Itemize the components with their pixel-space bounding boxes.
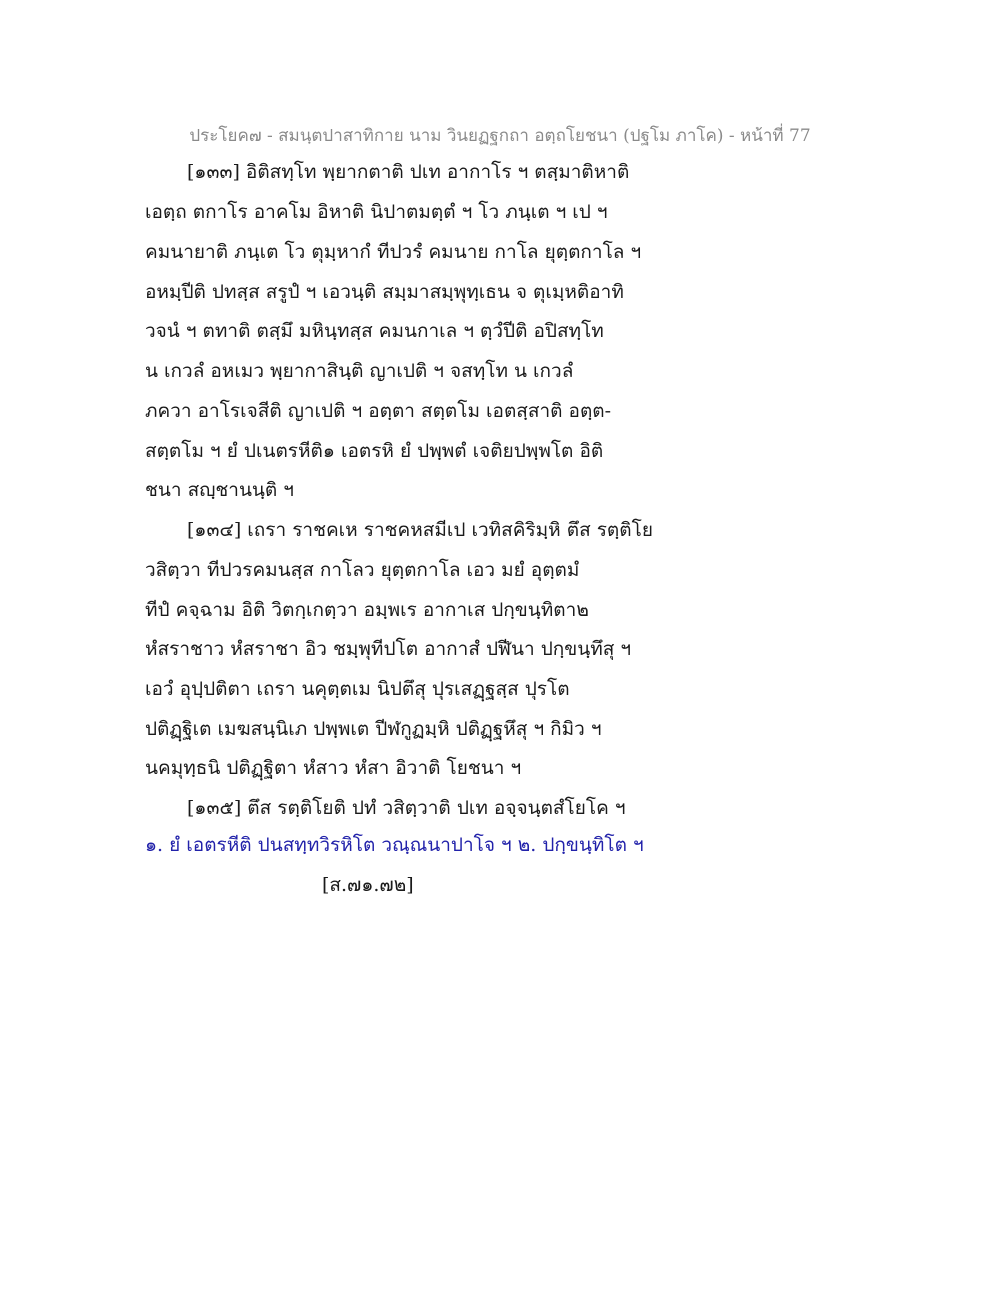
paragraph-133-line-6: น เกวลํ อหเมว พฺยากาสินฺติ ญาเปติ ฯ จสทฺโท น เกวลํ — [145, 360, 574, 382]
footnotes: ๑. ยํ เอตรหีติ ปนสทฺทวิรหิโต วณฺณนาปาโจ ฯ ๒. ปกฺขนฺทิโต ฯ — [145, 834, 644, 856]
paragraph-134-line-7: นคมุทฺธนิ ปติฏฺฐิตา หํสาว หํสา อิวาติ โยชนา ฯ — [145, 757, 522, 779]
paragraph-133-line-3: คมนายาติ ภนฺเต โว ตุมฺหากํ ทีปวรํ คมนาย กาโล ยุตฺตกาโล ฯ — [145, 241, 642, 263]
running-header: ประโยค๗ - สมนฺตปาสาทิกาย นาม วินยฏฐกถา อตฺถโยชนา (ปฐโม ภาโค) - หน้าที่ 77 — [189, 126, 811, 146]
paragraph-134-line-2: วสิตฺวา ทีปวรคมนสฺส กาโลว ยุตฺตกาโล เอว มยํ อุตฺตมํ — [145, 559, 580, 581]
paragraph-134-line-5: เอวํ อุปฺปติตา เถรา นคุตฺตเม นิปตึสุ ปุรเสฏฺฐสฺส ปุรโต — [145, 678, 570, 700]
paragraph-134-line-4: หํสราชาว หํสราชา อิว ชมฺพุทีปโต อากาสํ ปฬีนา ปกฺขนฺทึสุ ฯ — [145, 638, 632, 660]
paragraph-133-line-4: อหมฺปีติ ปทสฺส สรูปํ ฯ เอวนฺติ สมฺมาสมฺพุทฺเธน จ ตุเมฺหติอาทิ — [145, 281, 624, 303]
paragraph-134-line-3: ทีปํ คจฺฉาม อิติ วิตกฺเกตฺวา อมฺพเร อากาเส ปกฺขนฺทิตา๒ — [145, 599, 589, 621]
paragraph-133-line-5: วจนํ ฯ ตทาติ ตสฺมึ มหินฺทสฺส คมนกาเล ฯ ตฺวํปีติ อปิสทฺโท — [145, 320, 604, 342]
paragraph-133-line-1: [๑๓๓] อิติสทฺโท พฺยากตาติ ปเท อากาโร ฯ ตสฺมาติหาติ — [187, 161, 630, 183]
paragraph-133-line-8: สตฺตโม ฯ ยํ ปเนตรหีติ๑ เอตรหิ ยํ ปพฺพตํ เจติยปพฺพโต อิติ — [145, 440, 604, 462]
paragraph-133-line-2: เอตฺถ ตกาโร อาคโม อิหาติ นิปาตมตฺตํ ฯ โว ภนฺเต ฯ เป ฯ — [145, 201, 608, 223]
paragraph-134-line-1: [๑๓๔] เถรา ราชคเห ราชคหสมีเป เวทิสคิริมฺหิ ตึส รตฺติโย — [187, 519, 653, 541]
paragraph-133-line-7: ภควา อาโรเจสีติ ญาเปติ ฯ อตฺตา สตฺตโม เอตสฺสาติ อตฺต- — [145, 400, 612, 422]
paragraph-134-line-6: ปติฏฺฐิเต เมฆสนฺนิเภ ปพฺพเต ปีฬกูฏมฺหิ ปติฏฺฐหึสุ ฯ กิมิว ฯ — [145, 718, 602, 740]
paragraph-133-line-9: ชนา สญฺชานนฺติ ฯ — [145, 479, 294, 501]
paragraph-135-line-1: [๑๓๕] ตึส รตฺติโยติ ปทํ วสิตฺวาติ ปเท อจฺจนฺตสํโยโค ฯ — [187, 797, 626, 819]
page-reference: [ส.๗๑.๗๒] — [322, 874, 414, 896]
